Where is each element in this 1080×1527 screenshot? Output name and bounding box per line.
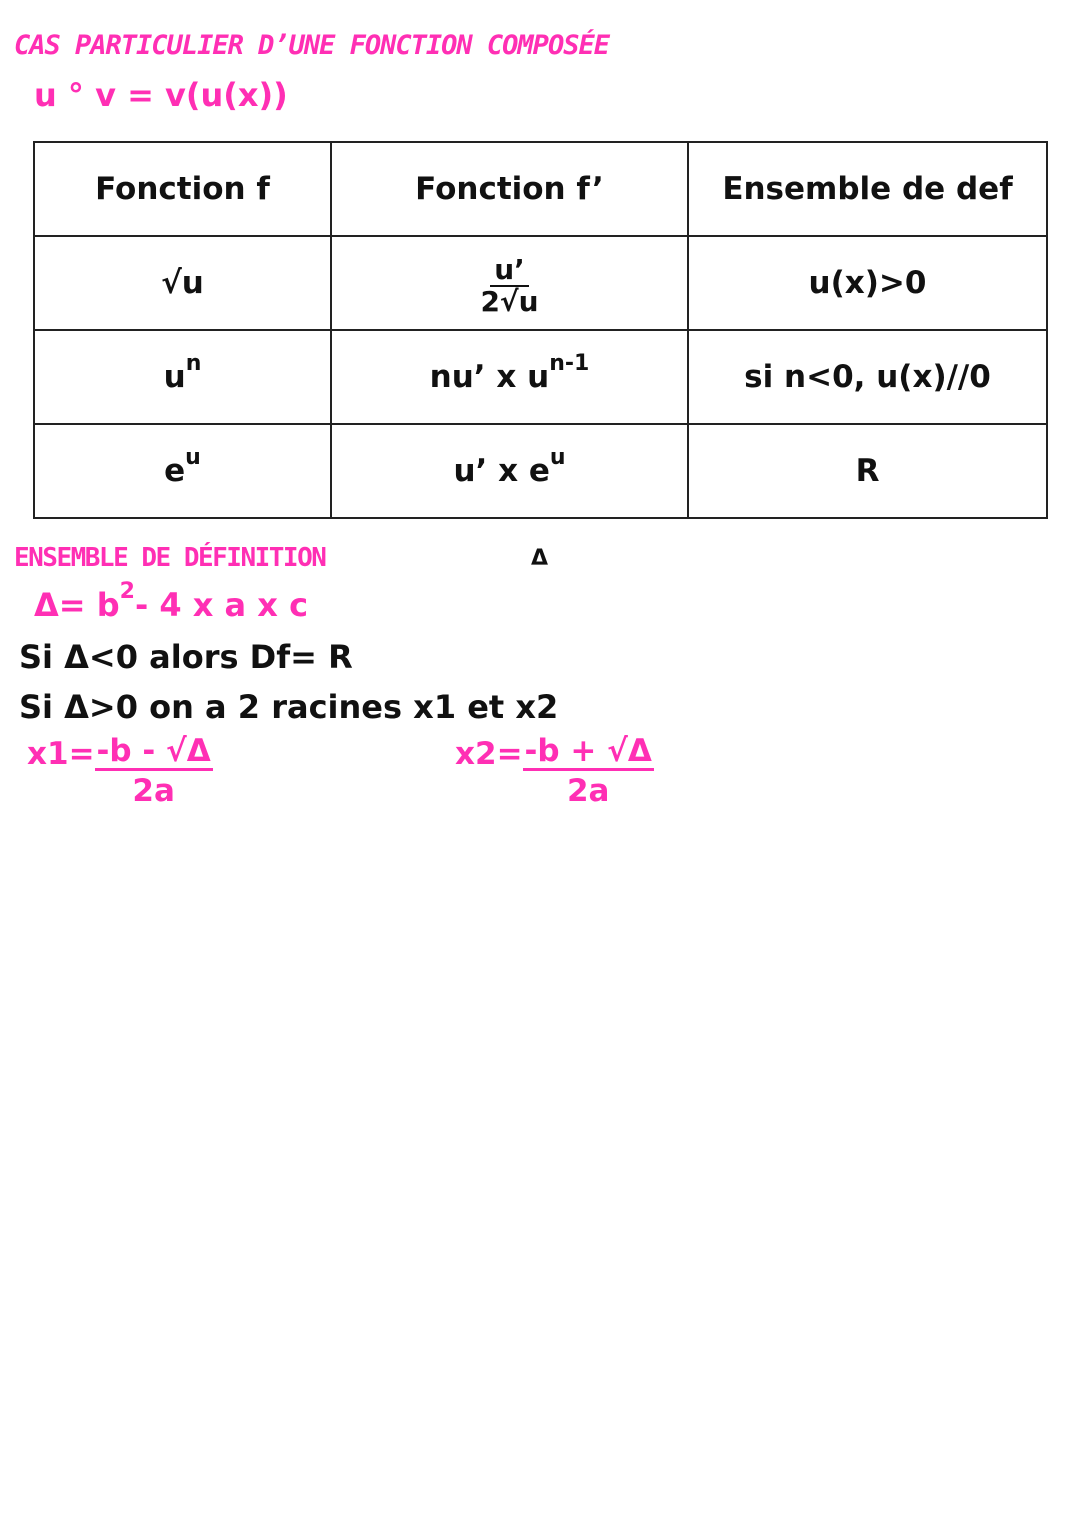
cell-domain: R (688, 424, 1047, 518)
fraction-numerator: u’ (490, 256, 529, 287)
cell-derivative (331, 236, 688, 330)
base: e (164, 453, 186, 489)
root-label: x2= (455, 736, 523, 772)
root-numerator: -b - √Δ (95, 734, 213, 771)
formula-part: Δ= b (34, 586, 120, 624)
case-positive: Si Δ>0 on a 2 racines x1 et x2 (19, 688, 559, 726)
derivatives-table (33, 141, 1048, 519)
fraction (480, 252, 539, 318)
cell-function (34, 330, 331, 424)
cell-function (34, 424, 331, 518)
formula-part: - 4 x a x c (134, 586, 309, 624)
delta-symbol: Δ (531, 546, 549, 571)
cell-derivative (331, 424, 688, 518)
cell-function: √u (34, 236, 331, 330)
root-denominator: 2a (132, 773, 175, 810)
root-fraction (523, 734, 654, 811)
exponent: 2 (119, 579, 135, 605)
root-fraction (95, 734, 213, 811)
discriminant-formula (34, 579, 309, 624)
exponent: n (185, 350, 202, 376)
table-row (34, 424, 1047, 518)
header-domain: Ensemble de def (688, 142, 1047, 236)
case-negative: Si Δ<0 alors Df= R (19, 638, 353, 676)
base: nu’ x u (429, 359, 550, 395)
root-x2 (455, 734, 654, 811)
exponent: u (185, 444, 201, 470)
table-header-row (34, 142, 1047, 236)
cell-derivative (331, 330, 688, 424)
root-x1 (27, 734, 213, 811)
root-numerator: -b + √Δ (523, 734, 654, 771)
cell-domain: si n<0, u(x)//0 (688, 330, 1047, 424)
page-title: CAS PARTICULIER D’UNE FONCTION COMPOSÉE (14, 30, 609, 61)
cell-domain: u(x)>0 (688, 236, 1047, 330)
header-function: Fonction f (34, 142, 331, 236)
composition-formula: u ° v = v(u(x)) (34, 76, 288, 114)
table-row (34, 330, 1047, 424)
base: u (163, 359, 186, 395)
base: u’ x e (453, 453, 550, 489)
root-label: x1= (27, 736, 95, 772)
root-denominator: 2a (566, 773, 610, 810)
header-derivative: Fonction f’ (331, 142, 688, 236)
fraction-denominator: 2√u (480, 284, 539, 318)
section-title: ENSEMBLE DE DÉFINITION (14, 543, 326, 573)
exponent: u (549, 444, 566, 470)
table-row (34, 236, 1047, 330)
exponent: n-1 (549, 350, 590, 376)
